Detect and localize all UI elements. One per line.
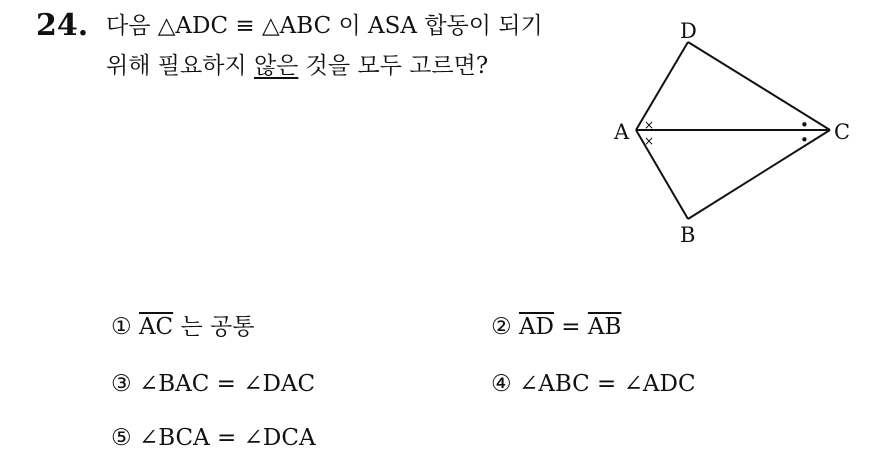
vertex-label-a: A [614,120,630,144]
choice-marker: ③ [111,371,132,397]
segment-name: $\overline{AC}$ [138,314,174,340]
choice-text: ∠BAC = ∠DAC [138,371,316,397]
choice-2[interactable] [491,312,621,342]
choice-marker: ⑤ [111,425,132,451]
vertex-label-b: B [680,223,696,247]
vertex-label-c: C [834,120,851,144]
angle-mark-a-lower: × [644,134,655,148]
question-number: 24. [36,8,89,43]
choice-3[interactable] [111,369,315,399]
question-text-line2 [106,51,488,81]
vertex-label-d: D [680,19,697,43]
choice-marker: ④ [491,371,512,397]
choice-text: ∠ABC = ∠ADC [518,371,696,397]
underlined-word: 않은 [253,53,299,79]
choice-marker: ② [491,314,512,340]
choice-text: ∠BCA = ∠DCA [138,425,316,451]
question-text-part: 것을 모두 고르면? [298,53,489,79]
angle-mark-c-upper: • [800,116,809,134]
choice-1[interactable] [111,312,254,342]
segment-name: $\overline{AB}$ [587,314,622,340]
choice-5[interactable] [111,423,316,453]
segment-ad [636,42,688,130]
triangle-diagram [600,12,870,252]
angle-mark-c-lower: • [800,131,809,149]
segment-name: $\overline{AD}$ [518,314,554,340]
question-text-line1: 다음 △ADC ≡ △ABC 이 ASA 합동이 되기 [106,13,543,39]
question-text-part: 위해 필요하지 [106,53,254,79]
choice-marker: ① [111,314,132,340]
choice-text: 는 공통 [173,314,255,340]
equals-sign: = [554,314,588,340]
angle-mark-a-upper: × [644,118,655,132]
choice-4[interactable] [491,369,696,399]
